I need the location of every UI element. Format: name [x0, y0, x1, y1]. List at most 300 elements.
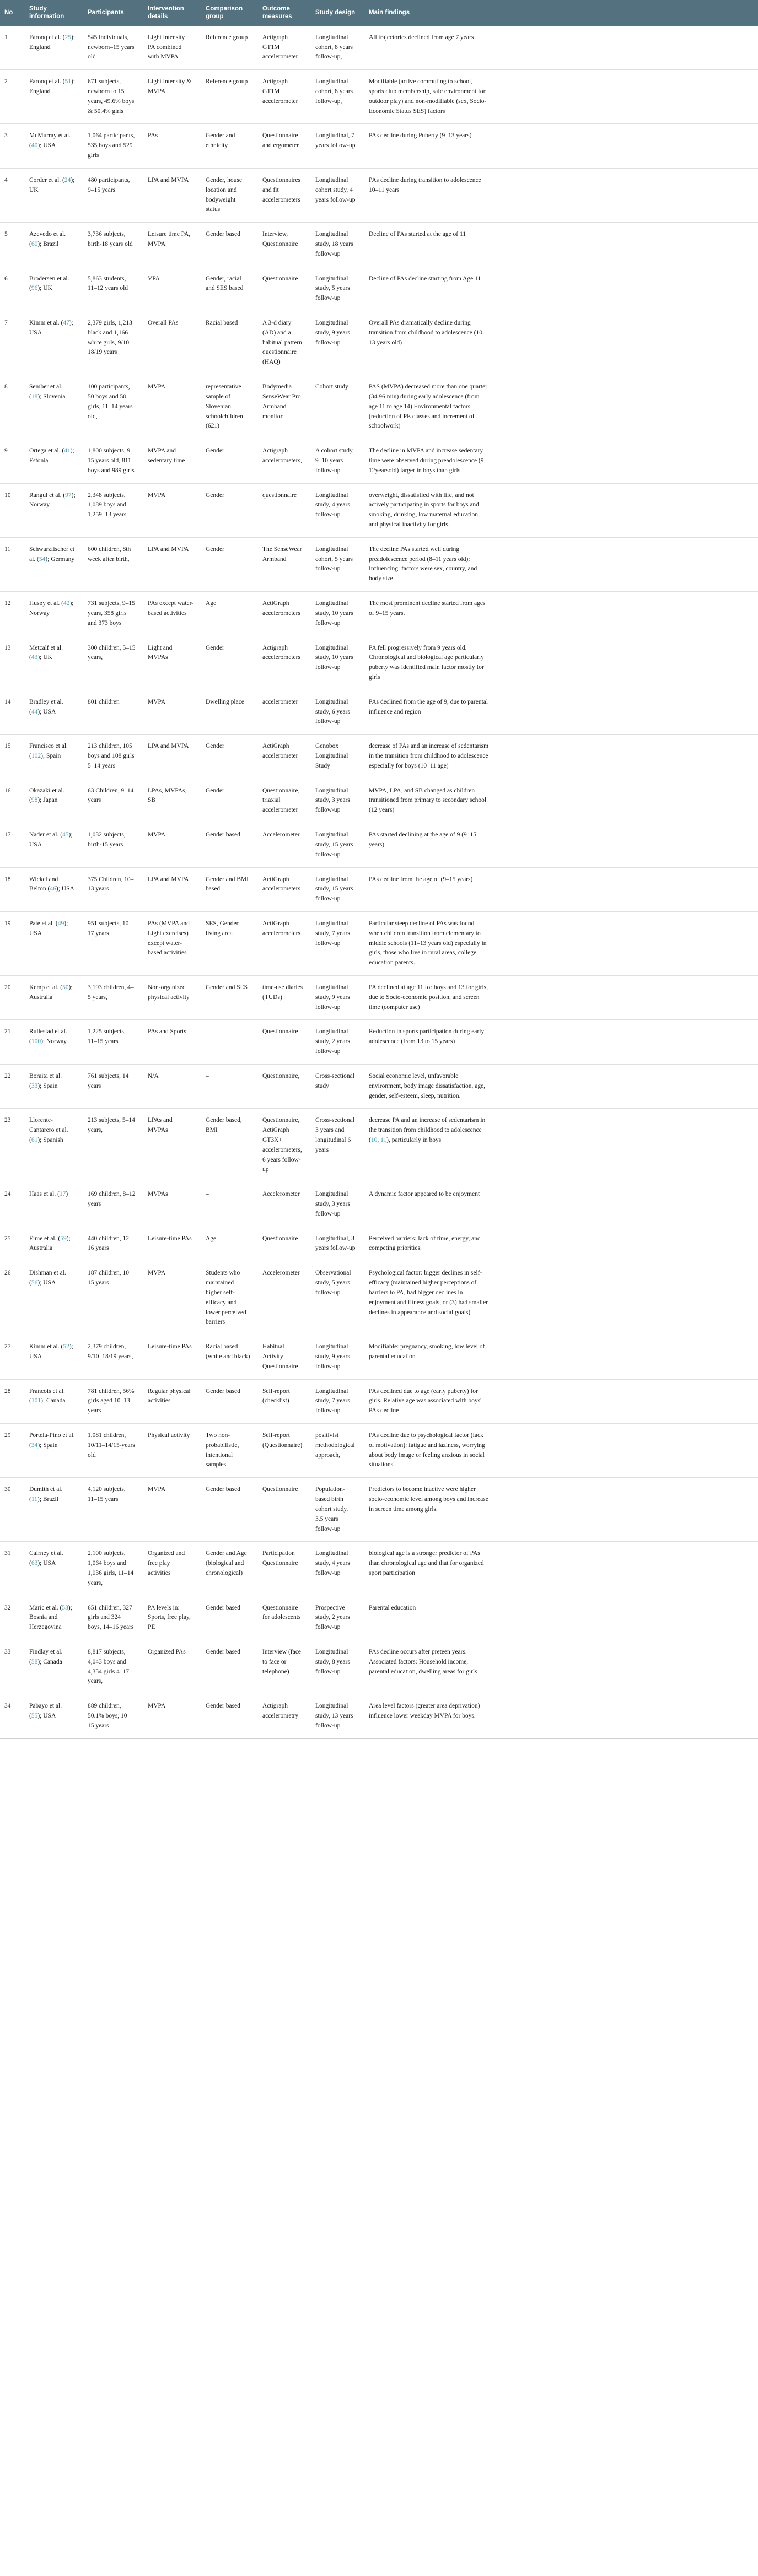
- cell-no: [0, 1064, 25, 1108]
- cell-text: 9: [4, 447, 8, 455]
- cell-participants: [83, 911, 143, 975]
- column-header-no: No: [0, 0, 25, 26]
- cell-design: [311, 1640, 364, 1694]
- cell-text: Leisure-time PAs: [148, 1235, 192, 1242]
- cell-design: [311, 1596, 364, 1640]
- cell-text: 213 children, 105 boys and 108 girls 5–14 years: [88, 743, 135, 769]
- cell-design: [311, 168, 364, 222]
- cell-text: Dumith et al. (11); Brazil: [29, 1486, 63, 1503]
- cell-text: The decline PAs started well during preadolescence period (8–11 years old); Influencing: factors were sex, country, and body size.: [369, 546, 477, 582]
- table-row: [0, 1064, 758, 1108]
- cell-text: Gender: [206, 644, 224, 651]
- cell-study: [25, 1335, 83, 1379]
- cell-text: 63 Children, 9–14 years: [88, 787, 134, 804]
- cell-study: [25, 26, 83, 70]
- cell-text: 4,120 subjects, 11–15 years: [88, 1486, 126, 1503]
- cell-text: Husøy et al. (42); Norway: [29, 600, 74, 617]
- cell-outcome: [258, 1227, 311, 1261]
- cell-design: [311, 311, 364, 375]
- cell-intervention: [143, 311, 201, 375]
- cell-text: Schwarzfischer et al. (54); Germany: [29, 546, 75, 563]
- cell-text: Self-report (Questionnaire): [262, 1432, 303, 1449]
- cell-study: [25, 70, 83, 124]
- cell-text: 27: [4, 1343, 11, 1351]
- citation-link[interactable]: 17: [59, 1191, 66, 1198]
- cell-participants: [83, 26, 143, 70]
- cell-comparison: [201, 70, 258, 124]
- cell-text: 8: [4, 384, 8, 391]
- citation-link[interactable]: 96: [31, 285, 38, 292]
- cell-text: 11: [4, 546, 11, 553]
- cell-text: Rangul et al. (97); Norway: [29, 492, 76, 509]
- column-header-comparison-group: Comparison group: [201, 0, 258, 26]
- cell-comparison: [201, 1020, 258, 1064]
- cell-study: [25, 1261, 83, 1335]
- cell-participants: [83, 311, 143, 375]
- cell-no: [0, 1227, 25, 1261]
- cell-text: Gender, racial and SES based: [206, 275, 244, 292]
- cell-no: [0, 823, 25, 867]
- cell-findings: [364, 375, 758, 439]
- cell-text: Modifiable: pregnancy, smoking, low level of parental education: [369, 1343, 485, 1360]
- table-row: [0, 1640, 758, 1694]
- cell-text: Actigraph GT1M accelerometer: [262, 34, 298, 61]
- cell-study: [25, 1694, 83, 1738]
- cell-text: decrease PA and an increase of sedentarism in the transition from childhood to adolescence (10, 11), particularly in boys: [369, 1117, 486, 1143]
- citation-link[interactable]: 34: [31, 1441, 38, 1449]
- citation-link[interactable]: 102: [31, 753, 41, 759]
- cell-comparison: [201, 636, 258, 690]
- citation-link[interactable]: 33: [31, 1082, 38, 1089]
- table-row: [0, 124, 758, 168]
- cell-design: [311, 439, 364, 483]
- citation-link[interactable]: 52: [63, 1343, 69, 1351]
- cell-outcome: [258, 1379, 311, 1423]
- cell-design: [311, 1424, 364, 1478]
- cell-no: [0, 439, 25, 483]
- cell-text: Francois et al. (101); Canada: [29, 1387, 66, 1405]
- cell-findings: [364, 223, 758, 267]
- cell-no: [0, 1335, 25, 1379]
- table-row: [0, 976, 758, 1020]
- table-row: [0, 70, 758, 124]
- cell-findings: [364, 1694, 758, 1738]
- citation-link[interactable]: 44: [31, 708, 38, 715]
- cell-text: 480 participants, 9–15 years: [88, 176, 130, 193]
- cell-comparison: [201, 867, 258, 911]
- table-row: [0, 1335, 758, 1379]
- cell-text: Gender and BMI based: [206, 876, 249, 893]
- cell-design: [311, 1261, 364, 1335]
- citation-link[interactable]: 25: [64, 34, 72, 41]
- cell-no: [0, 976, 25, 1020]
- cell-text: 761 subjects, 14 years: [88, 1072, 129, 1089]
- cell-comparison: [201, 779, 258, 823]
- cell-text: Gender and Age (biological and chronological): [206, 1550, 247, 1576]
- cell-study: [25, 311, 83, 375]
- cell-text: Leisure time PA, MVPA: [148, 231, 191, 247]
- cell-text: Interview (face to face or telephone): [262, 1649, 301, 1675]
- cell-text: Rullestad et al. (100); Norway: [29, 1028, 67, 1045]
- cell-text: Self-report (checklist): [262, 1387, 290, 1405]
- cell-text: PAs except water-based activities: [148, 600, 194, 617]
- cell-text: 187 children, 10–15 years: [88, 1270, 132, 1287]
- citation-link[interactable]: 40: [31, 142, 38, 149]
- cell-text: MVPA: [148, 698, 166, 705]
- cell-text: 7: [4, 320, 8, 326]
- cell-no: [0, 1109, 25, 1182]
- table-row: [0, 636, 758, 690]
- cell-text: Gender based: [206, 1703, 240, 1710]
- citation-link[interactable]: 11: [380, 1136, 387, 1143]
- cell-text: Longitudinal study, 3 years follow-up: [315, 1191, 350, 1217]
- cell-study: [25, 1596, 83, 1640]
- cell-no: [0, 867, 25, 911]
- cell-no: [0, 690, 25, 734]
- cell-text: The most prominent decline started from ages of 9–15 years.: [369, 600, 486, 617]
- cell-design: [311, 124, 364, 168]
- cell-comparison: [201, 267, 258, 311]
- cell-text: MVPA: [148, 1486, 166, 1493]
- cell-text: PAs decline during Puberty (9–13 years): [369, 132, 472, 139]
- cell-intervention: [143, 267, 201, 311]
- cell-no: [0, 1478, 25, 1542]
- cell-participants: [83, 223, 143, 267]
- cell-comparison: [201, 1640, 258, 1694]
- cell-text: Gender based: [206, 1604, 240, 1611]
- cell-text: PAs decline during transition to adolescence 10–11 years: [369, 176, 481, 193]
- cell-no: [0, 26, 25, 70]
- cell-text: 1: [4, 34, 8, 41]
- cell-text: PAs decline due to psychological factor (lack of motivation): fatigue and laziness, worrying about body image or feeling anxious in social situations.: [369, 1432, 485, 1468]
- cell-no: [0, 70, 25, 124]
- cell-text: –: [206, 1072, 209, 1079]
- cell-participants: [83, 1261, 143, 1335]
- cell-text: Llorente-Cantarero et al. (61); Spanish: [29, 1117, 68, 1143]
- cell-participants: [83, 375, 143, 439]
- citation-link[interactable]: 55: [31, 1713, 38, 1720]
- cell-outcome: [258, 1182, 311, 1227]
- cell-text: Particular steep decline of PAs was found when children transition from elementary to middle schools (11–13 years old) especially in girls, those who live in rural areas, college education parents.: [369, 920, 487, 966]
- cell-intervention: [143, 124, 201, 168]
- cell-comparison: [201, 168, 258, 222]
- cell-study: [25, 1542, 83, 1596]
- cell-text: Longitudinal study, 9 years follow-up: [315, 1343, 350, 1370]
- cell-text: 600 children, 8th week after birth,: [88, 546, 131, 563]
- cell-text: Area level factors (greater area deprivation) influence lower weekday MVPA for boys.: [369, 1703, 480, 1720]
- citation-link[interactable]: 101: [31, 1397, 41, 1405]
- cell-text: Longitudinal study, 3 years follow-up: [315, 787, 350, 814]
- cell-text: Age: [206, 1235, 217, 1242]
- cell-study: [25, 1424, 83, 1478]
- cell-design: [311, 1379, 364, 1423]
- table-row: [0, 1478, 758, 1542]
- cell-outcome: [258, 779, 311, 823]
- cell-text: Kimm et al. (47); USA: [29, 320, 73, 336]
- cell-text: 16: [4, 787, 11, 794]
- cell-text: 100 participants, 50 boys and 50 girls, 11–14 years old,: [88, 384, 133, 420]
- citation-link[interactable]: 47: [63, 320, 69, 326]
- cell-text: Longitudinal cohort, 8 years follow-up,: [315, 78, 353, 105]
- cell-findings: [364, 1020, 758, 1064]
- cell-outcome: [258, 1478, 311, 1542]
- cell-text: Modifiable (active commuting to school, sports club membership, safe environment for outdoor play) and non-modifiable (sex, Socio-Economic Status SES) factors: [369, 78, 487, 115]
- cell-intervention: [143, 439, 201, 483]
- table-row: [0, 1424, 758, 1478]
- cell-comparison: [201, 124, 258, 168]
- cell-study: [25, 1109, 83, 1182]
- cell-intervention: [143, 375, 201, 439]
- column-header-study-design: Study design: [311, 0, 364, 26]
- cell-text: PAs declined due to age (early puberty) for girls. Relative age was associated with boys' PAs decline: [369, 1387, 482, 1414]
- cell-comparison: [201, 26, 258, 70]
- cell-intervention: [143, 1640, 201, 1694]
- cell-outcome: [258, 1596, 311, 1640]
- cell-findings: [364, 267, 758, 311]
- cell-text: PA levels in: Sports, free play, PE: [148, 1604, 191, 1631]
- citation-link[interactable]: 54: [39, 555, 46, 563]
- cell-text: 2: [4, 78, 8, 85]
- cell-text: Genobox Longitudinal Study: [315, 743, 348, 769]
- cell-findings: [364, 311, 758, 375]
- cell-text: Participation Questionnaire: [262, 1550, 298, 1567]
- cell-text: 29: [4, 1432, 11, 1439]
- cell-text: Dishman et al. (56); USA: [29, 1270, 66, 1287]
- cell-comparison: [201, 1109, 258, 1182]
- cell-text: Gender based, BMI: [206, 1117, 242, 1134]
- cell-outcome: [258, 439, 311, 483]
- cell-outcome: [258, 690, 311, 734]
- cell-text: 2,379 children, 9/10–18/19 years,: [88, 1343, 133, 1360]
- column-header-outcome-measures: Outcome measures: [258, 0, 311, 26]
- cell-comparison: [201, 823, 258, 867]
- cell-design: [311, 592, 364, 636]
- cell-text: Organized PAs: [148, 1649, 186, 1655]
- cell-design: [311, 1064, 364, 1108]
- cell-findings: [364, 26, 758, 70]
- cell-text: 2,100 subjects, 1,064 boys and 1,036 girls, 11–14 years,: [88, 1550, 134, 1586]
- cell-text: Farooq et al. (51); England: [29, 78, 76, 95]
- citation-link[interactable]: 41: [64, 447, 71, 455]
- cell-intervention: [143, 1064, 201, 1108]
- cell-comparison: [201, 1335, 258, 1379]
- cell-design: [311, 1542, 364, 1596]
- cell-outcome: [258, 124, 311, 168]
- cell-findings: [364, 124, 758, 168]
- cell-text: Okazaki et al. (98); Japan: [29, 787, 64, 804]
- cell-design: [311, 26, 364, 70]
- cell-no: [0, 124, 25, 168]
- cell-text: Wickel and Belton (46); USA: [29, 876, 74, 893]
- cell-study: [25, 1478, 83, 1542]
- cell-participants: [83, 779, 143, 823]
- cell-text: ActiGraph accelerometers: [262, 600, 300, 617]
- cell-outcome: [258, 1261, 311, 1335]
- cell-no: [0, 223, 25, 267]
- cell-text: 17: [4, 831, 11, 839]
- cell-no: [0, 168, 25, 222]
- table-row: [0, 26, 758, 70]
- cell-text: VPA: [148, 275, 160, 282]
- citation-link[interactable]: 59: [60, 1235, 67, 1242]
- cell-study: [25, 1182, 83, 1227]
- cell-text: 1,064 participants, 535 boys and 529 girls: [88, 132, 135, 159]
- cell-outcome: [258, 168, 311, 222]
- citation-link[interactable]: 11: [31, 1496, 37, 1503]
- cell-text: MVPA and sedentary time: [148, 447, 185, 464]
- cell-design: [311, 1182, 364, 1227]
- cell-outcome: [258, 636, 311, 690]
- citation-link[interactable]: 53: [62, 1604, 68, 1611]
- cell-outcome: [258, 1020, 311, 1064]
- cell-text: PAs decline from the age of (9–15 years): [369, 876, 473, 883]
- table-row: [0, 439, 758, 483]
- citation-link[interactable]: 10: [370, 1136, 378, 1143]
- cell-text: 12: [4, 600, 11, 607]
- cell-study: [25, 267, 83, 311]
- citation-link[interactable]: 18: [31, 393, 38, 400]
- cell-text: 213 subjects, 5–14 years,: [88, 1117, 135, 1134]
- cell-comparison: [201, 311, 258, 375]
- cell-outcome: [258, 311, 311, 375]
- table-row: [0, 1182, 758, 1227]
- cell-text: SES, Gender, living area: [206, 920, 240, 937]
- cell-text: Actigraph accelerometry: [262, 1703, 299, 1720]
- citation-link[interactable]: 43: [31, 654, 38, 661]
- cell-text: 23: [4, 1117, 11, 1124]
- citation-link[interactable]: 60: [31, 240, 38, 247]
- cell-participants: [83, 1020, 143, 1064]
- cell-text: MVPA: [148, 492, 166, 499]
- cell-participants: [83, 483, 143, 537]
- table-row: [0, 1379, 758, 1423]
- cell-comparison: [201, 976, 258, 1020]
- cell-text: Gender: [206, 546, 224, 553]
- cell-outcome: [258, 911, 311, 975]
- citation-link[interactable]: 51: [64, 78, 72, 85]
- cell-text: 20: [4, 984, 11, 991]
- cell-text: Gender: [206, 787, 224, 794]
- citation-link[interactable]: 61: [31, 1136, 38, 1143]
- cell-comparison: [201, 1261, 258, 1335]
- citation-link[interactable]: 100: [31, 1038, 41, 1045]
- table-row: [0, 1542, 758, 1596]
- cell-intervention: [143, 867, 201, 911]
- cell-text: Portela-Pino et al. (34); Spain: [29, 1432, 75, 1449]
- cell-text: Longitudinal study, 9 years follow-up: [315, 320, 350, 346]
- cell-comparison: [201, 690, 258, 734]
- cell-text: 781 children, 56% girls aged 10–13 years: [88, 1387, 135, 1414]
- cell-text: Eime et al. (59); Australia: [29, 1235, 71, 1252]
- cell-participants: [83, 823, 143, 867]
- cell-comparison: [201, 1478, 258, 1542]
- cell-text: N/A: [148, 1072, 159, 1079]
- citation-link[interactable]: 63: [31, 1560, 38, 1567]
- cell-text: Bradley et al. (44); USA: [29, 698, 63, 715]
- cell-text: 30: [4, 1486, 11, 1493]
- cell-participants: [83, 439, 143, 483]
- cell-text: decrease of PAs and an increase of sedentarism in the transition from childhood to adolescence especially for boys (10–11 age): [369, 743, 489, 769]
- cell-text: A dynamic factor appeared to be enjoyment: [369, 1191, 480, 1198]
- cell-findings: [364, 1596, 758, 1640]
- cell-outcome: [258, 483, 311, 537]
- cell-design: [311, 911, 364, 975]
- citation-link[interactable]: 42: [63, 600, 70, 607]
- cell-text: PAs declined from the age of 9, due to parental influence and region: [369, 698, 488, 715]
- cell-comparison: [201, 1424, 258, 1478]
- cell-outcome: [258, 223, 311, 267]
- citation-link[interactable]: 58: [31, 1658, 38, 1665]
- cell-design: [311, 1227, 364, 1261]
- cell-intervention: [143, 537, 201, 591]
- cell-text: MVPA, LPA, and SB changed as children transitioned from primary to secondary school (12 years): [369, 787, 487, 814]
- citation-link[interactable]: 98: [31, 797, 38, 804]
- cell-text: representative sample of Slovenian schoolchildren (621): [206, 384, 243, 430]
- cell-findings: [364, 592, 758, 636]
- cell-text: Kimm et al. (52); USA: [29, 1343, 73, 1360]
- citation-link[interactable]: 50: [62, 984, 69, 991]
- cell-text: PA declined at age 11 for boys and 13 for girls, due to Socio-economic position, and screen time (computer use): [369, 984, 488, 1011]
- cell-intervention: [143, 592, 201, 636]
- cell-text: 2,348 subjects, 1,089 boys and 1,259, 13 years: [88, 492, 127, 519]
- cell-intervention: [143, 690, 201, 734]
- cell-text: Interview, Questionnaire: [262, 231, 298, 247]
- table-row: [0, 1227, 758, 1261]
- cell-intervention: [143, 70, 201, 124]
- cell-text: Gender: [206, 447, 224, 455]
- cell-outcome: [258, 537, 311, 591]
- cell-study: [25, 1020, 83, 1064]
- cell-findings: [364, 823, 758, 867]
- table-row: [0, 1261, 758, 1335]
- cell-text: 21: [4, 1028, 11, 1035]
- table-row: [0, 911, 758, 975]
- table-row: [0, 168, 758, 222]
- cell-no: [0, 1261, 25, 1335]
- cell-text: Habitual Activity Questionnaire: [262, 1343, 298, 1370]
- cell-text: Gender based: [206, 1387, 240, 1395]
- cell-text: 25: [4, 1235, 11, 1242]
- citation-link[interactable]: 56: [31, 1279, 38, 1287]
- cell-text: 22: [4, 1072, 11, 1079]
- cell-text: Actigraph accelerometers,: [262, 447, 302, 464]
- cell-text: Bodymedia SenseWear Pro Armband monitor: [262, 384, 301, 420]
- cell-text: Longitudinal study, 13 years follow-up: [315, 1703, 353, 1729]
- cell-study: [25, 483, 83, 537]
- cell-text: Predictors to become inactive were higher socio-economic level among boys and increase in screen time among girls.: [369, 1486, 488, 1513]
- citation-link[interactable]: 46: [50, 885, 56, 893]
- cell-design: [311, 976, 364, 1020]
- cell-text: Light and MVPAs: [148, 644, 173, 661]
- cell-text: time-use diaries (TUDs): [262, 984, 303, 1001]
- cell-text: Dwelling place: [206, 698, 244, 705]
- cell-participants: [83, 124, 143, 168]
- citation-link[interactable]: 45: [62, 831, 69, 839]
- cell-outcome: [258, 267, 311, 311]
- citation-link[interactable]: 49: [57, 920, 64, 927]
- cell-intervention: [143, 26, 201, 70]
- citation-link[interactable]: 24: [64, 176, 71, 183]
- cell-no: [0, 1424, 25, 1478]
- cell-text: 5: [4, 231, 8, 238]
- cell-text: Francisco et al. (102); Spain: [29, 743, 68, 759]
- cell-participants: [83, 867, 143, 911]
- cell-text: Longitudinal cohort study, 4 years follow-up: [315, 176, 356, 203]
- cell-text: 34: [4, 1703, 11, 1710]
- cell-text: Maric et al. (53); Bosnia and Herzegovina: [29, 1604, 72, 1631]
- cell-no: [0, 911, 25, 975]
- citation-link[interactable]: 97: [65, 492, 72, 499]
